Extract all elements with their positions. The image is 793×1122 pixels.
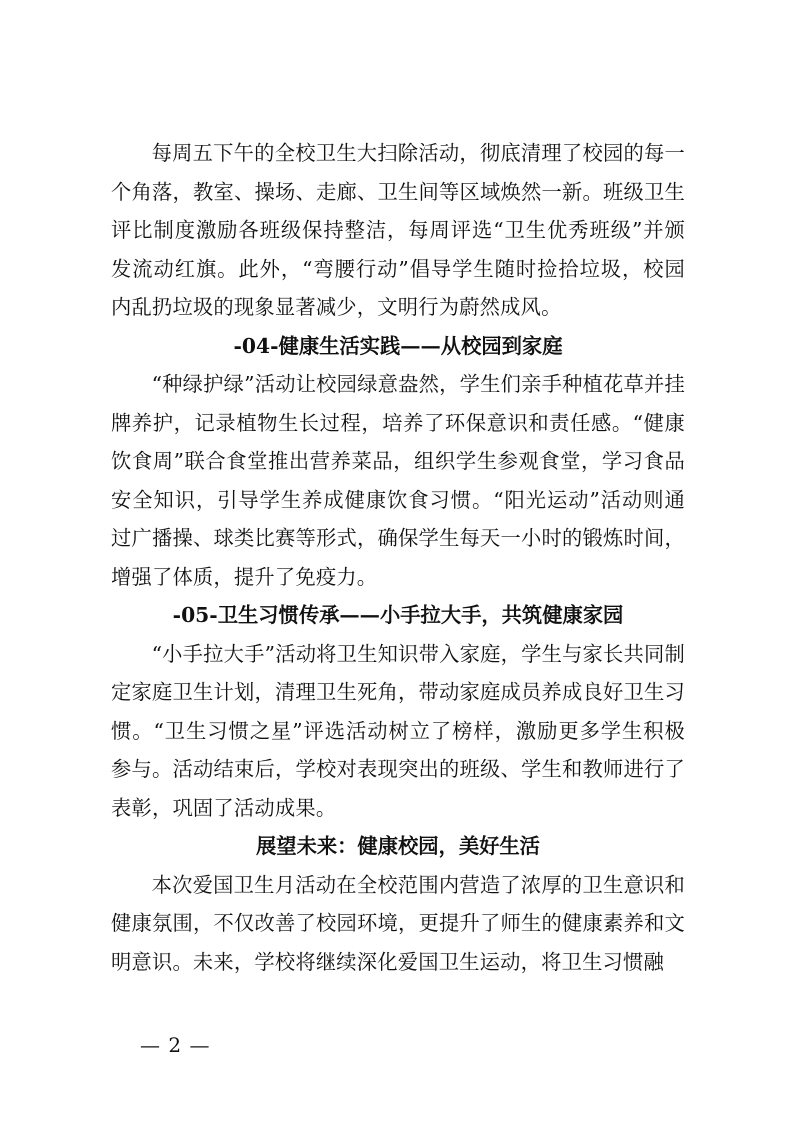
paragraph-healthy-living: “种绿护绿”活动让校园绿意盎然，学生们亲手种植花草并挂牌养护，记录植物生长过程，培养了环保意识和责任感。“健康饮食周”联合食堂推出营养菜品，组织学生参观食堂，学习食品安全知识，引导学生养成健康饮食习惯。“阳光运动”活动则通过广播操、球类比赛等形式，确保学生每天一小时的锻炼时间，增强了体质，提升了免疫力。 (111, 372, 685, 589)
paragraph-outlook: 本次爱国卫生月活动在全校范围内营造了浓厚的卫生意识和健康氛围，不仅改善了校园环境，更提升了师生的健康素养和文明意识。未来，学校将继续深化爱国卫生运动，将卫生习惯融 (111, 872, 685, 974)
page-number: — 2 — (140, 1033, 211, 1057)
paragraph-habit-inheritance: “小手拉大手”活动将卫生知识带入家庭，学生与家长共同制定家庭卫生计划，清理卫生死角，带动家庭成员养成良好卫生习惯。“卫生习惯之星”评选活动树立了榜样，激励更多学生积极参与。活动结束后，学校对表现突出的班级、学生和教师进行了表彰，巩固了活动成果。 (111, 641, 685, 820)
section-heading-04: -04-健康生活实践——从校园到家庭 (233, 333, 563, 358)
document-body (111, 134, 685, 981)
section-heading-05: -05-卫生习惯传承——小手拉大手，共筑健康家园 (172, 603, 624, 627)
paragraph-cleanup: 每周五下午的全校卫生大扫除活动，彻底清理了校园的每一个角落，教室、操场、走廊、卫生间等区域焕然一新。班级卫生评比制度激励各班级保持整洁，每周评选“卫生优秀班级”并颁发流动红旗。此外，“弯腰行动”倡导学生随时捡拾垃圾，校园内乱扔垃圾的现象显著减少，文明行为蔚然成风。 (111, 141, 685, 319)
section-heading-outlook: 展望未来：健康校园，美好生活 (256, 834, 540, 858)
